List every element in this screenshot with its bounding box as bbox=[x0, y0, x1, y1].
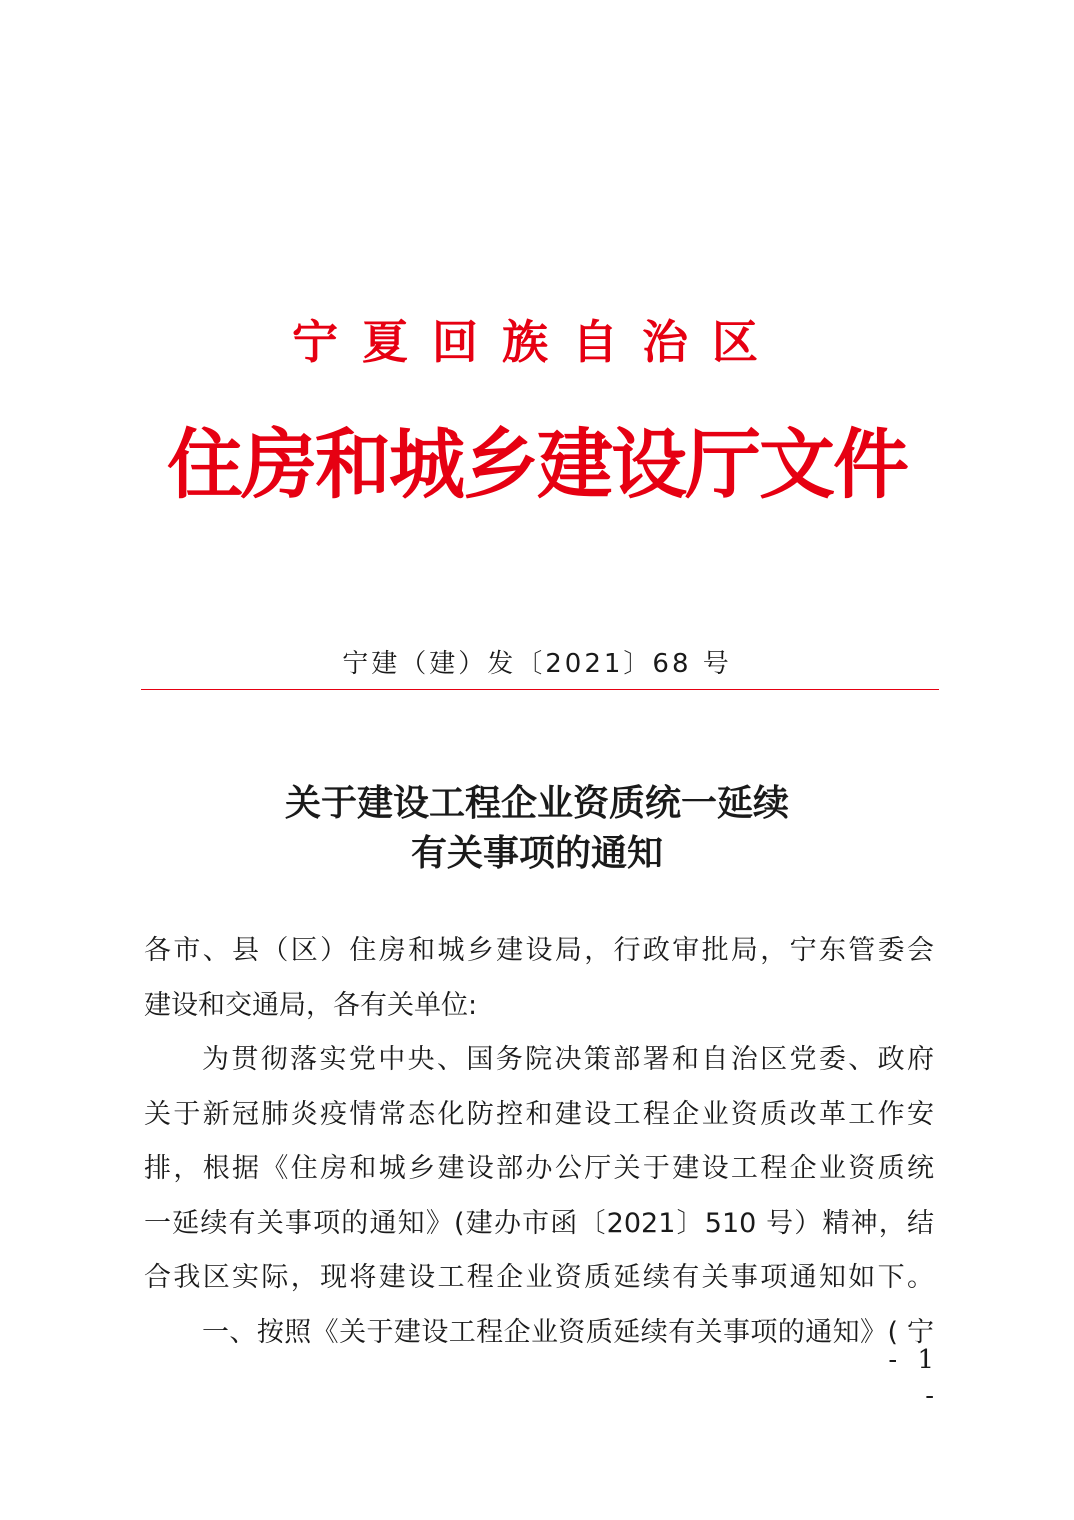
document-title bbox=[0, 778, 1074, 878]
body-line: 各市、县（区）住房和城乡建设局，行政审批局，宁东管委会 bbox=[144, 935, 934, 966]
body-line: 为贯彻落实党中央、国务院决策部署和自治区党委、政府 bbox=[202, 1044, 934, 1075]
body-line: 合我区实际，现将建设工程企业资质延续有关事项通知如下。 bbox=[144, 1262, 934, 1293]
body-line: 建设和交通局，各有关单位: bbox=[144, 989, 478, 1021]
body-line: 关于新冠肺炎疫情常态化防控和建设工程企业资质改革工作安 bbox=[144, 1098, 934, 1130]
red-separator-rule bbox=[141, 689, 939, 690]
document-body bbox=[144, 924, 934, 1360]
document-number: 宁建（建）发〔2021〕68 号 bbox=[342, 649, 732, 679]
page-number: - 1 - bbox=[888, 1345, 940, 1411]
title-line-1: 关于建设工程企业资质统一延续 bbox=[284, 782, 789, 824]
body-line: 排，根据《住房和城乡建设部办公厅关于建设工程企业资质统 bbox=[144, 1153, 934, 1184]
body-line: 一、按照《关于建设工程企业资质延续有关事项的通知》( 宁 bbox=[202, 1316, 934, 1348]
issuer-department: 住房和城乡建设厅文件 bbox=[167, 420, 907, 509]
body-line: 一延续有关事项的通知》(建办市函〔2021〕510 号）精神，结 bbox=[144, 1207, 934, 1239]
issuer-region: 宁夏回族自治区 bbox=[292, 315, 782, 369]
title-line-2: 有关事项的通知 bbox=[410, 832, 663, 874]
